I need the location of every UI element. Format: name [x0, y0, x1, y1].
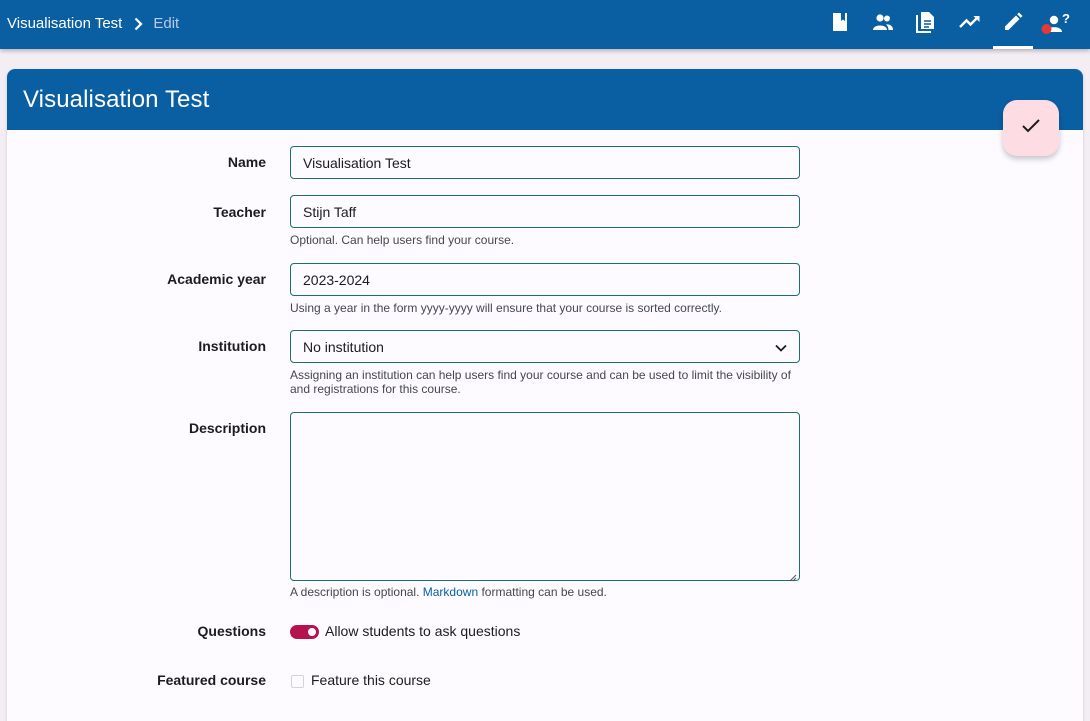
teacher-input[interactable]: Stijn Taff: [290, 195, 800, 228]
toggle-knob: [308, 628, 316, 636]
institution-select[interactable]: [290, 330, 800, 363]
teacher-label: Teacher: [213, 204, 266, 220]
name-label: Name: [227, 154, 266, 170]
chevron-down-icon: [775, 339, 787, 355]
institution-label: Institution: [198, 338, 266, 354]
nav-course-button[interactable]: [820, 0, 860, 49]
breadcrumb: [7, 15, 179, 32]
description-textarea[interactable]: [290, 412, 800, 581]
users-icon: [872, 14, 894, 35]
nav-questions-button[interactable]: [1036, 0, 1076, 49]
featured-checkbox[interactable]: [291, 675, 304, 688]
resize-handle-icon[interactable]: [788, 569, 1088, 719]
featured-label: Featured course: [157, 672, 266, 688]
user-question-icon: [1041, 10, 1071, 36]
breadcrumb-course-link[interactable]: Visualisation Test: [7, 15, 123, 32]
chevron-right-icon: [134, 17, 143, 31]
card-header: [7, 69, 1083, 130]
academic-year-help: Using a year in the form yyyy-yyyy will ensure that your course is sorted correctly.: [290, 301, 722, 315]
trending-up-icon: [959, 15, 981, 34]
questions-label: Questions: [197, 623, 266, 639]
description-help-text: A description is optional.: [290, 585, 420, 599]
academic-year-input[interactable]: 2023-2024: [290, 263, 800, 296]
breadcrumb-current: Edit: [153, 15, 180, 32]
card-title: Visualisation Test: [23, 86, 210, 113]
institution-selected-value: No institution: [303, 338, 384, 355]
featured-option-text: Feature this course: [311, 672, 431, 688]
nav-edit-button[interactable]: [993, 0, 1033, 49]
nav-members-button[interactable]: [863, 0, 903, 49]
description-label: Description: [188, 420, 266, 436]
pencil-icon: [1003, 12, 1023, 37]
help-badge: ?: [1062, 10, 1070, 26]
description-help: [290, 585, 805, 599]
markdown-link[interactable]: Markdown: [422, 585, 479, 599]
name-input[interactable]: Visualisation Test: [290, 146, 800, 179]
check-icon: [1021, 118, 1041, 139]
save-button[interactable]: [1003, 100, 1059, 156]
nav-statistics-button[interactable]: [950, 0, 990, 49]
top-app-bar: [0, 0, 1090, 49]
academic-year-label: Academic year: [167, 271, 266, 287]
book-icon: [831, 12, 849, 37]
questions-option-text: Allow students to ask questions: [325, 623, 521, 639]
questions-toggle[interactable]: [290, 625, 319, 639]
institution-help: Assigning an institution can help users find your course and can be used to limit the visibility of and registrations for this course.: [290, 368, 791, 396]
teacher-help: Optional. Can help users find your course.: [290, 233, 515, 247]
description-help-suffix: formatting can be used.: [481, 585, 607, 599]
nav-submissions-button[interactable]: [906, 0, 946, 49]
document-icon: [916, 11, 936, 38]
